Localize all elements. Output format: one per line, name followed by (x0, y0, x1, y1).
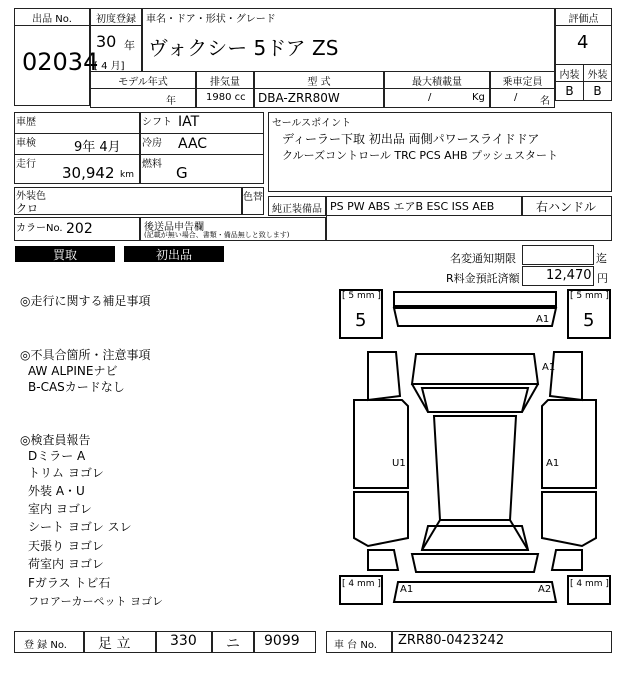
score-value: 4 (577, 32, 589, 53)
inspector-line: 天張り ヨゴレ (28, 539, 104, 553)
sales-point-label: セールスポイント (272, 118, 352, 129)
type-value: DBA-ZRR80W (258, 91, 340, 105)
car-damage-diagram (338, 288, 614, 608)
ac-label: 冷房 (142, 138, 162, 149)
ext-color-box (14, 187, 242, 215)
buy-badge: 買取 (15, 246, 115, 262)
first-reg-month: [ 4 月] (94, 61, 125, 72)
max-load-unit: Kg (472, 92, 485, 103)
registration-kana: ニ (226, 636, 240, 652)
color-replace-label: 色替 (243, 192, 263, 203)
recycle-unit: 円 (597, 272, 608, 285)
max-load-label: 最大積載量 (384, 71, 490, 89)
car-name: ヴォクシー 5ドア ZS (148, 36, 339, 60)
mileage-value: 30,942 (62, 164, 115, 182)
capacity-label: 乗車定員 (490, 71, 555, 89)
model-year-label: モデル年式 (90, 71, 196, 89)
registration-place: 足 立 (98, 636, 131, 652)
registration-number: 9099 (264, 633, 300, 649)
tire-depth-fr: 5 (583, 310, 595, 331)
mileage-unit: km (120, 170, 134, 180)
exterior-label: 外装 (583, 64, 612, 82)
interior-label: 内装 (555, 64, 584, 82)
damage-mark-left-door: U1 (392, 458, 406, 469)
mileage-label: 走行 (16, 159, 36, 170)
ac-value: AAC (178, 136, 208, 152)
inspector-line: 室内 ヨゴレ (28, 502, 92, 516)
post-doc-note: (記載が無い場合、書類・備品無しと致します) (144, 231, 290, 239)
damage-mark-front-bumper: A1 (536, 314, 550, 325)
ext-color-value: クロ (16, 202, 38, 215)
displacement: 1980 cc (206, 92, 246, 103)
displacement-label: 排気量 (196, 71, 254, 89)
tire-depth-fl: 5 (355, 310, 367, 331)
capacity: / (514, 92, 518, 103)
tire-label-fl: [ 5 mm ] (342, 291, 381, 301)
damage-mark-right-door: A1 (546, 458, 560, 469)
max-load: / (428, 92, 432, 103)
defect-title: ◎不具合箇所・注意事項 (20, 348, 151, 362)
first-reg-label: 初度登録 (90, 8, 142, 26)
inspector-line: 外装 A・U (28, 484, 85, 498)
damage-mark-right-fender: A1 (542, 362, 556, 373)
inspector-line: Dミラー A (28, 449, 86, 463)
equipment-value: PS PW ABS エアB ESC ISS AEB (330, 200, 495, 213)
first-listing-badge: 初出品 (124, 246, 224, 262)
sales-point-line2: クルーズコントロール TRC PCS AHB プッシュスタート (282, 149, 559, 162)
inspection-label: 車検 (16, 138, 36, 149)
shift-value: IAT (178, 114, 200, 130)
lot-number: 02034 (22, 48, 99, 76)
fuel-label: 燃料 (142, 159, 162, 170)
score-label: 評価点 (555, 8, 612, 26)
recycle-label: R料金預託済額 (446, 272, 520, 285)
capacity-unit: 名 (540, 96, 550, 107)
interior-score: B (555, 81, 584, 101)
tire-label-rr: [ 4 mm ] (570, 579, 609, 589)
inspector-line: 荷室内 ヨゴレ (28, 557, 104, 571)
lot-label: 出品 No. (14, 8, 90, 26)
history-label: 車歴 (16, 117, 36, 128)
damage-mark-rear-right: A2 (538, 584, 552, 595)
handle-value: 右ハンドル (536, 200, 597, 214)
drive-remarks-title: ◎走行に関する補足事項 (20, 294, 151, 308)
registration-class: 330 (170, 633, 197, 649)
inspector-line: フロアーカーペット ヨゴレ (28, 595, 163, 608)
inspector-line: Fガラス トビ石 (28, 576, 111, 590)
name-change-label: 名変通知期限 (450, 252, 516, 265)
model-year-box (90, 88, 196, 108)
recycle-value: 12,470 (546, 268, 592, 283)
inspection-value: 9年 4月 (74, 140, 121, 155)
tire-label-fr: [ 5 mm ] (570, 291, 609, 301)
registration-label: 登 録 No. (24, 640, 67, 651)
first-reg-year: 30 (96, 32, 117, 51)
model-year-unit: 年 (166, 96, 176, 107)
ext-color-label: 外装色 (16, 191, 46, 202)
shift-label: シフト (142, 117, 172, 128)
inspector-title: ◎検査員報告 (20, 433, 91, 447)
chassis-label: 車 台 No. (334, 640, 377, 651)
damage-mark-rear-left: A1 (400, 584, 414, 595)
inspector-line: シート ヨゴレ スレ (28, 520, 132, 534)
equipment-label: 純正装備品 (272, 204, 322, 215)
type-label: 型 式 (254, 71, 384, 89)
color-no-label: カラーNo. (16, 223, 63, 234)
car-name-label: 車名・ドア・形状・グレード (146, 14, 276, 25)
name-change-box (522, 245, 594, 265)
defect-line: AW ALPINEナビ (28, 364, 118, 378)
equipment-extra-box (326, 215, 612, 241)
sales-point-line1: ディーラー下取 初出品 両側パワースライドドア (282, 132, 540, 146)
defect-line: B-CASカードなし (28, 380, 125, 394)
chassis-number: ZRR80-0423242 (398, 633, 505, 648)
first-reg-year-unit: 年 (124, 39, 135, 52)
inspector-line: トリム ヨゴレ (28, 466, 104, 480)
post-doc-label: 後送品申告欄 (144, 222, 204, 233)
exterior-score: B (583, 81, 612, 101)
name-change-unit: 迄 (596, 252, 607, 265)
fuel-value: G (176, 164, 188, 182)
tire-label-rl: [ 4 mm ] (342, 579, 381, 589)
color-no-value: 202 (66, 221, 93, 237)
